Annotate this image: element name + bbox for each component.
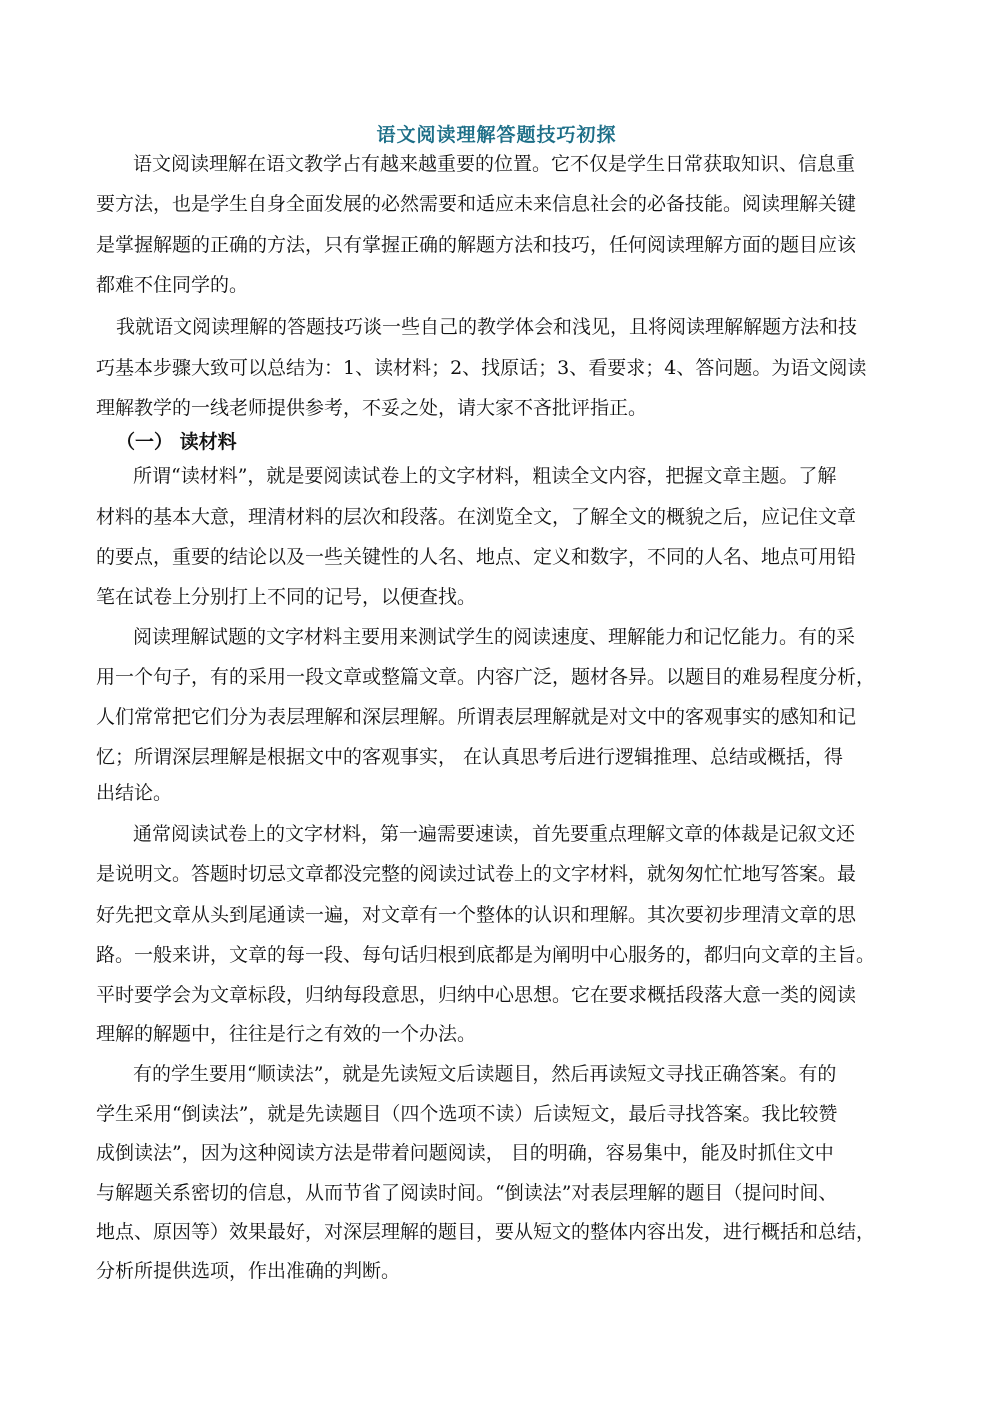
text-line: 通常阅读试卷上的文字材料，第一遍需要速读，首先要重点理解文章的体裁是记叙文还 xyxy=(133,823,856,845)
text-line: 成倒读法”，因为这种阅读方法是带着问题阅读， 目的明确，容易集中，能及时抓住文中 xyxy=(96,1142,834,1164)
text-line: 学生采用“倒读法”，就是先读题目（四个选项不读）后读短文，最后寻找答案。我比较赞 xyxy=(96,1103,838,1125)
document-title: 语文阅读理解答题技巧初探 xyxy=(376,124,617,146)
text-line: 人们常常把它们分为表层理解和深层理解。所谓表层理解就是对文中的客观事实的感知和记 xyxy=(96,706,857,728)
text-line: 的要点，重要的结论以及一些关键性的人名、地点、定义和数字，不同的人名、地点可用铅 xyxy=(96,546,857,568)
text-line: 路。一般来讲，文章的每一段、每句话归根到底都是为阐明中心服务的，都归向文章的主旨。 xyxy=(96,944,876,966)
text-line: 好先把文章从头到尾通读一遍，对文章有一个整体的认识和理解。其次要初步理清文章的思 xyxy=(96,904,857,926)
text-line: 理解教学的一线老师提供参考，不妥之处，请大家不吝批评指正。 xyxy=(96,397,648,419)
text-line: 用一个句子，有的采用一段文章或整篇文章。内容广泛，题材各异。以题目的难易程度分析， xyxy=(96,666,876,688)
text-line: 平时要学会为文章标段，归纳每段意思，归纳中心思想。它在要求概括段落大意一类的阅读 xyxy=(96,984,857,1006)
text-line: 笔在试卷上分别打上不同的记号，以便查找。 xyxy=(96,586,477,608)
text-line: 分析所提供选项，作出准确的判断。 xyxy=(96,1260,401,1282)
text-line: 有的学生要用“顺读法”，就是先读短文后读题目，然后再读短文寻找正确答案。有的 xyxy=(133,1063,837,1085)
text-line: 巧基本步骤大致可以总结为：1、读材料；2、找原话；3、看要求；4、答问题。为语文阅读 xyxy=(96,357,867,379)
text-line: 语文阅读理解在语文教学占有越来越重要的位置。它不仅是学生日常获取知识、信息重 xyxy=(133,153,856,175)
text-line: 地点、原因等）效果最好，对深层理解的题目，要从短文的整体内容出发，进行概括和总结， xyxy=(96,1221,876,1243)
text-line: 要方法，也是学生自身全面发展的必然需要和适应未来信息社会的必备技能。阅读理解关键 xyxy=(96,193,857,215)
text-line: 所谓“读材料”，就是要阅读试卷上的文字材料，粗读全文内容，把握文章主题。了解 xyxy=(133,465,837,487)
text-line: 出结论。 xyxy=(96,782,173,804)
text-line: 是说明文。答题时切忌文章都没完整的阅读过试卷上的文字材料，就匆匆忙忙地写答案。最 xyxy=(96,863,857,885)
text-line: 材料的基本大意，理清材料的层次和段落。在浏览全文，了解全文的概貌之后，应记住文章 xyxy=(96,506,857,528)
text-line: 是掌握解题的正确的方法，只有掌握正确的解题方法和技巧，任何阅读理解方面的题目应该 xyxy=(96,234,857,256)
text-line: 我就语文阅读理解的答题技巧谈一些自己的教学体会和浅见，且将阅读理解解题方法和技 xyxy=(116,316,858,338)
text-line: 阅读理解试题的文字材料主要用来测试学生的阅读速度、理解能力和记忆能力。有的采 xyxy=(133,626,856,648)
text-line: 与解题关系密切的信息，从而节省了阅读时间。“倒读法”对表层理解的题目（提问时间、 xyxy=(96,1182,838,1204)
text-line: 理解的解题中，往往是行之有效的一个办法。 xyxy=(96,1023,477,1045)
text-line: 忆；所谓深层理解是根据文中的客观事实， 在认真思考后进行逻辑推理、总结或概括，得 xyxy=(96,746,844,768)
section-heading: （一） 读材料 xyxy=(116,431,237,453)
text-line: 都难不住同学的。 xyxy=(96,274,249,296)
